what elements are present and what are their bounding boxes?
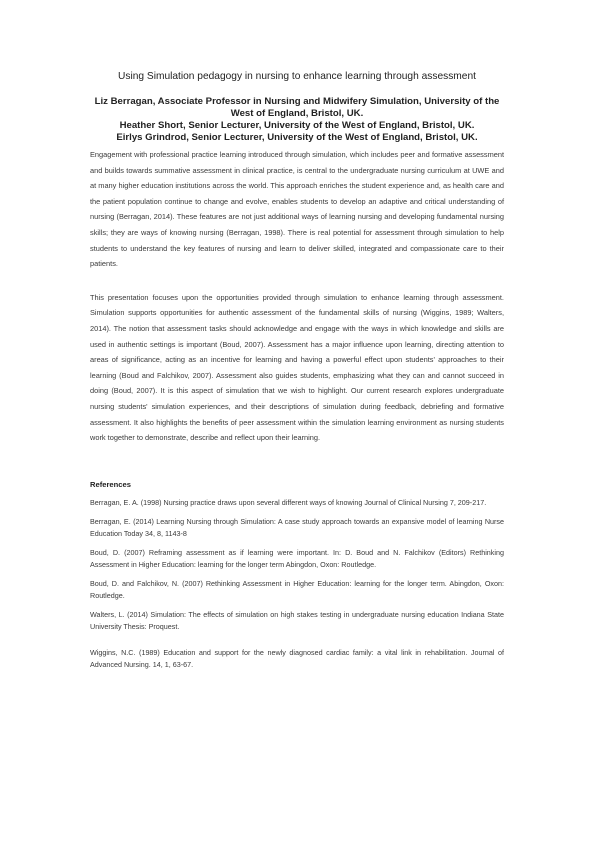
- body-paragraph: Engagement with professional practice learning introduced through simulation, which includes peer and formative assessment and builds towards summative assessment in clinical practice, is central to the undergraduate nursing curriculum at UWE and at many higher education institutions across the world. This approach enriches the student experience and, as health care and the patient population continue to change and evolve, enables students to develop an adaptive and critical understanding of nursing (Berragan, 2014). These features are not just additional ways of learning nursing and developing fundamental nursing skills; they are ways of knowing nursing (Berragan, 1998). There is real potential for assessment through simulation to help students to understand the key features of nursing and learn to deliver skilled, integrated and compassionate care to their patients.: [90, 150, 504, 269]
- reference-item: Walters, L. (2014) Simulation: The effects of simulation on high stakes testing in undergraduate nursing education Indiana State University Thesis: Proquest.: [90, 609, 504, 631]
- author-line: Eirlys Grindrod, Senior Lecturer, University of the West of England, Bristol, UK.: [116, 132, 478, 143]
- reference-item: Berragan, E. A. (1998) Nursing practice draws upon several different ways of knowing Journal of Clinical Nursing 7, 209-217.: [90, 497, 487, 507]
- paper-page: [90, 70, 504, 678]
- author-line: Liz Berragan, Associate Professor in Nursing and Midwifery Simulation, University of the West of England, Bristol, UK.: [94, 96, 500, 119]
- reference-item: Berragan, E. (2014) Learning Nursing through Simulation: A case study approach towards an expansive model of learning Nurse Education Today 34, 8, 1143-8: [90, 516, 504, 538]
- body-paragraph: This presentation focuses upon the opportunities provided through simulation to enhance learning through assessment. Simulation supports opportunities for authentic assessment of the fundamental skills of nursing (Wiggins, 1989; Walters, 2014). The notion that assessment tasks should acknowledge and engage with the ways in which knowledge and skills are used in authentic settings is important (Boud, 2007). Assessment has a major influence upon learning, directing attention to areas of significance, acting as an incentive for learning and having a powerful effect upon students' approaches to their learning (Boud and Falchikov, 2007). Assessment also guides students, emphasizing what they can and cannot succeed in doing (Boud, 2007). It is this aspect of simulation that we wish to highlight. Our current research explores undergraduate nursing students' simulation experiences, and their descriptions of simulation during feedback, debriefing and formative assessment. It also highlights the benefits of peer assessment within the simulation learning environment as nursing students work together to demonstrate, describe and reflect upon their learning.: [90, 292, 504, 443]
- reference-item: Wiggins, N.C. (1989) Education and support for the newly diagnosed cardiac family: a vital link in rehabilitation. Journal of Advanced Nursing. 14, 1, 63-67.: [90, 647, 504, 669]
- reference-item: Boud, D. (2007) Reframing assessment as if learning were important. In: D. Boud and N. Falchikov (Editors) Rethinking Assessment in Higher Education: learning for the longer term Abingdon, Oxon: Routledge.: [90, 547, 504, 569]
- paper-title: Using Simulation pedagogy in nursing to enhance learning through assessment: [118, 71, 476, 82]
- reference-item: Boud, D. and Falchikov, N. (2007) Rethinking Assessment in Higher Education: learning for the longer term. Abingdon, Oxon: Routledge.: [90, 578, 504, 600]
- references-heading: References: [90, 479, 131, 489]
- author-line: Heather Short, Senior Lecturer, University of the West of England, Bristol, UK.: [119, 120, 475, 131]
- author-list: [90, 96, 504, 144]
- reference-list: [90, 497, 504, 671]
